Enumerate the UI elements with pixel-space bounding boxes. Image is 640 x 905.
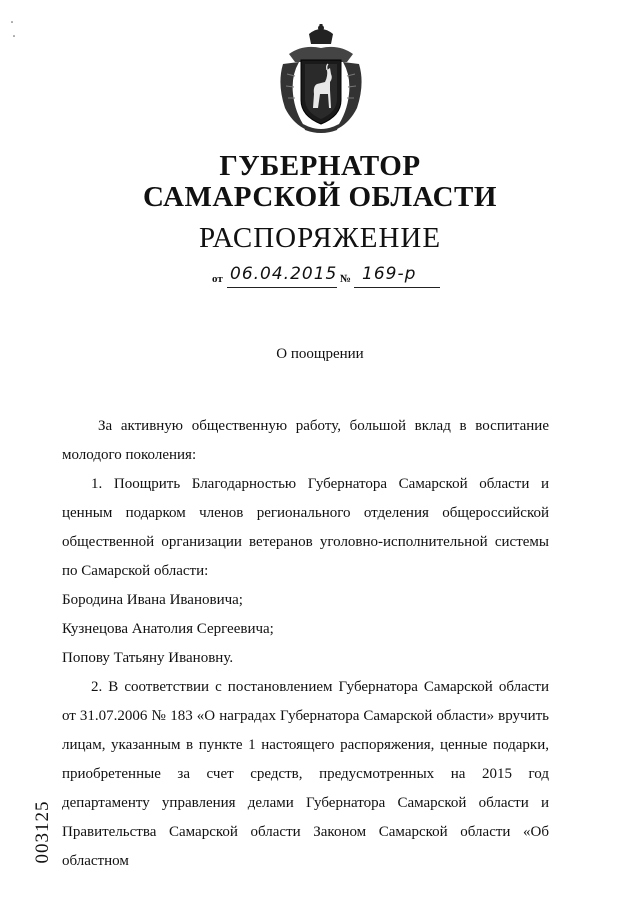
dateline bbox=[212, 266, 442, 288]
document-subject: О поощрении bbox=[276, 346, 364, 362]
item-2-paragraph: 2. В соответствии с постановлением Губернатора Самарской области от 31.07.2006 № 183 «О наградах Губернатора Самарской области» вручить лицам, указанным в пункте 1 настоящего распоряжения, ценные подарки, приобретенные за счет средств, предусмотренных на 2015 год департаменту управления делами Губернатора Самарской области и Правительства Самарской области Законом Самарской области «Об областном bbox=[62, 679, 549, 869]
number-label: № bbox=[340, 273, 352, 285]
document-body bbox=[62, 412, 549, 876]
date-underline bbox=[227, 287, 337, 288]
side-registration-stamp bbox=[32, 782, 54, 882]
intro-paragraph: За активную общественную работу, большой вклад в воспитание молодого поколения: bbox=[62, 418, 549, 463]
awardee-name: Бородина Ивана Ивановича; bbox=[62, 592, 243, 608]
handwritten-date: 06.04.2015 bbox=[230, 264, 338, 284]
stamp-number: 003125 bbox=[32, 800, 53, 864]
samara-coat-of-arms-icon bbox=[273, 24, 369, 136]
handwritten-number: 169-р bbox=[362, 264, 417, 284]
header-title-line2: САМАРСКОЙ ОБЛАСТИ bbox=[143, 181, 497, 213]
awardee-name: Кузнецова Анатолия Сергеевича; bbox=[62, 621, 274, 637]
scan-marks bbox=[10, 20, 18, 40]
awardee-name: Попову Татьяну Ивановну. bbox=[62, 650, 234, 666]
header-title-line1: ГУБЕРНАТОР bbox=[219, 150, 421, 182]
date-label: от bbox=[212, 273, 223, 285]
document-type: РАСПОРЯЖЕНИЕ bbox=[198, 222, 442, 254]
number-underline bbox=[354, 287, 440, 288]
item-1-paragraph: 1. Поощрить Благодарностью Губернатора Самарской области и ценным подарком членов регионального отделения общероссийской общественной организации ветеранов уголовно-исполнительной системы по Самарской области: bbox=[62, 476, 549, 579]
